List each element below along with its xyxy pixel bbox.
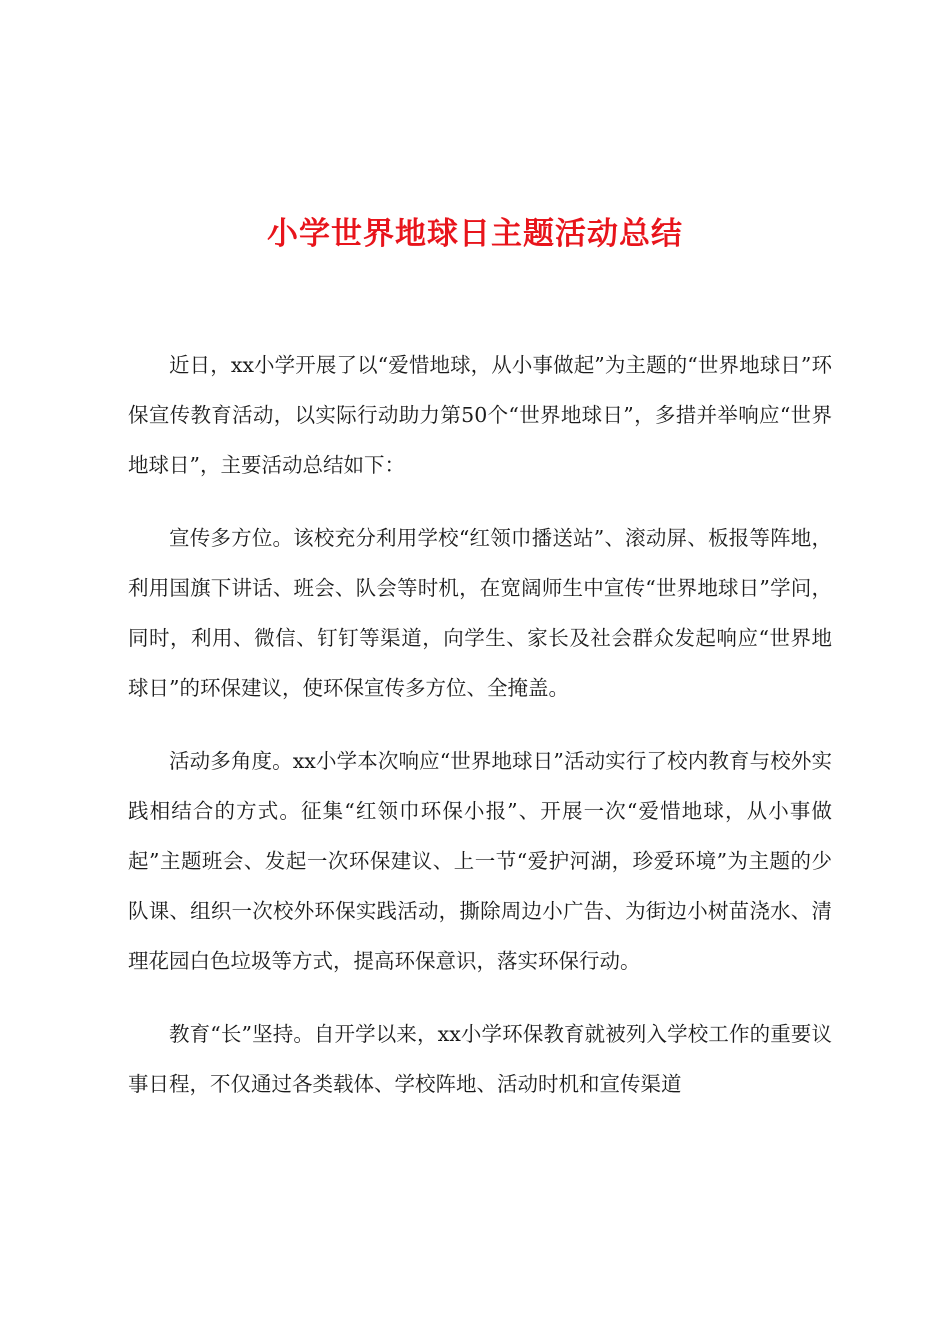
paragraph-education: 教育“长”坚持。自开学以来，xx小学环保教育就被列入学校工作的重要议事日程，不仅通过各类载体、学校阵地、活动时机和宣传渠道 (128, 1022, 832, 1096)
paragraph-activities: 活动多角度。xx小学本次响应“世界地球日”活动实行了校内教育与校外实践相结合的方式。征集“红领巾环保小报”、开展一次“爱惜地球，从小事做起”主题班会、发起一次环保建议、上一节“爱护河湖，珍爱环境”为主题的少队课、组织一次校外环保实践活动，撕除周边小广告、为街边小树苗浇水、清理花园白色垃圾等方式，提高环保意识，落实环保行动。 (128, 749, 832, 973)
paragraph-publicity: 宣传多方位。该校充分利用学校“红领巾播送站”、滚动屏、板报等阵地，利用国旗下讲话、班会、队会等时机，在宽阔师生中宣传“世界地球日”学问，同时，利用、微信、钉钉等渠道，向学生、家长及社会群众发起响应“世界地球日”的环保建议，使环保宣传多方位、全掩盖。 (128, 526, 832, 700)
document-body (128, 340, 832, 1109)
paragraph-intro: 近日，xx小学开展了以“爱惜地球，从小事做起”为主题的“世界地球日”环保宣传教育活动，以实际行动助力第50个“世界地球日”，多措并举响应“世界地球日”，主要活动总结如下： (128, 353, 832, 477)
document-title: 小学世界地球日主题活动总结 (267, 216, 683, 252)
